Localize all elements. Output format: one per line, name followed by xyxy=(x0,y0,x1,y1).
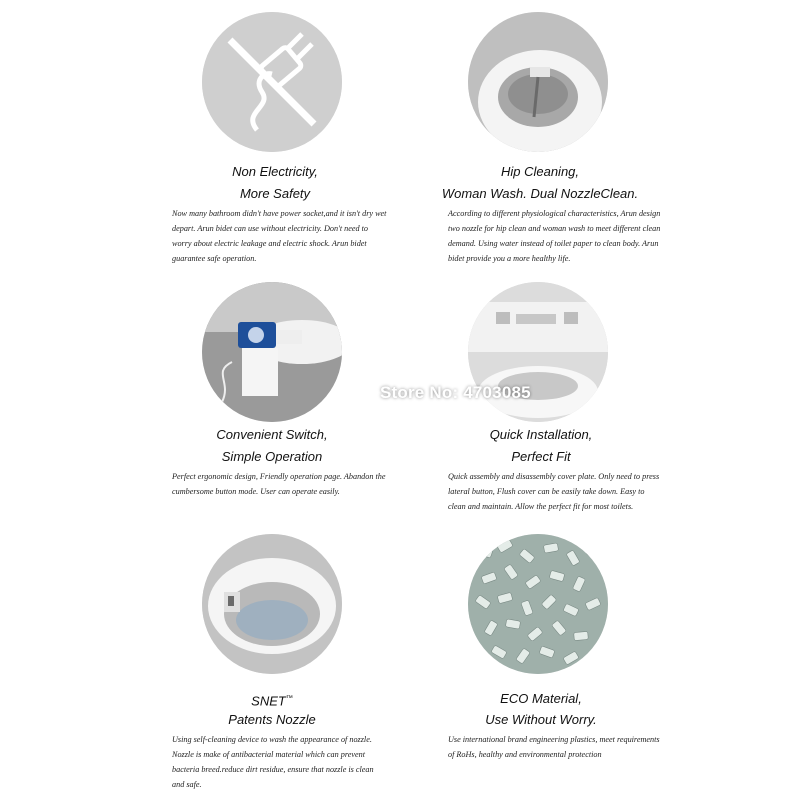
feature-description: According to different physiological characteristics, Arun design two nozzle for hip clean and woman wash to meet different clean demand. Using water instead of toilet paper to clean body. Arun bidet provide you a more healthy life. xyxy=(448,209,661,263)
feature-title: Hip Cleaning, xyxy=(500,164,580,179)
feature-title: Quick Installation, xyxy=(489,427,593,442)
feature-title xyxy=(122,691,422,709)
feature-title: ECO Material, xyxy=(500,691,582,706)
control-panel-photo xyxy=(202,282,342,422)
feature-description: Use international brand engineering plastics, meet requirements of RoHs, healthy and environmental protection xyxy=(448,735,660,759)
feature-description: Using self-cleaning device to wash the appearance of nozzle. Nozzle is make of antibacterial material which can prevent bacteria breed.reduce dirt residue, ensure that nozzle is clean and safe. xyxy=(172,735,374,789)
feature-patents-nozzle xyxy=(0,520,390,800)
feature-title: Convenient Switch, xyxy=(216,427,328,442)
feature-subtitle: Woman Wash. Dual NozzleClean. xyxy=(441,186,639,201)
feature-subtitle: Perfect Fit xyxy=(511,449,571,464)
no-electricity-plug-icon xyxy=(202,12,342,152)
feature-description: Perfect ergonomic design, Friendly operation page. Abandon the cumbersome button mode. User can operate easily. xyxy=(172,472,386,496)
feature-title: Non Electricity, xyxy=(232,164,318,179)
plastic-pellets-photo xyxy=(468,534,608,674)
feature-description: Now many bathroom didn't have power socket,and it isn't dry wet depart. Arun bidet can use without electricity. Don't need to worry about electric leakage and electric shock. Arun bidet guarantee safe operation. xyxy=(172,209,387,263)
feature-subtitle: More Safety xyxy=(239,186,311,201)
feature-subtitle: Simple Operation xyxy=(221,449,323,464)
trademark-symbol: ™ xyxy=(285,695,293,702)
feature-hip-cleaning xyxy=(400,0,790,270)
feature-title-text: SNET xyxy=(251,693,286,709)
feature-subtitle: Use Without Worry. xyxy=(485,712,597,727)
feature-non-electricity xyxy=(0,0,390,270)
nozzle-photo xyxy=(202,534,342,674)
feature-subtitle: Patents Nozzle xyxy=(228,712,316,727)
feature-convenient-switch xyxy=(0,270,390,520)
store-watermark: Store No: 4703085 xyxy=(380,383,531,402)
feature-description: Quick assembly and disassembly cover plate. Only need to press lateral button, Flush cover can be easily take down. Easy to clean and maintain. Allow the perfect fit for most toilets. xyxy=(448,472,660,511)
feature-eco-material xyxy=(400,520,790,800)
dual-nozzle-photo xyxy=(468,12,608,152)
